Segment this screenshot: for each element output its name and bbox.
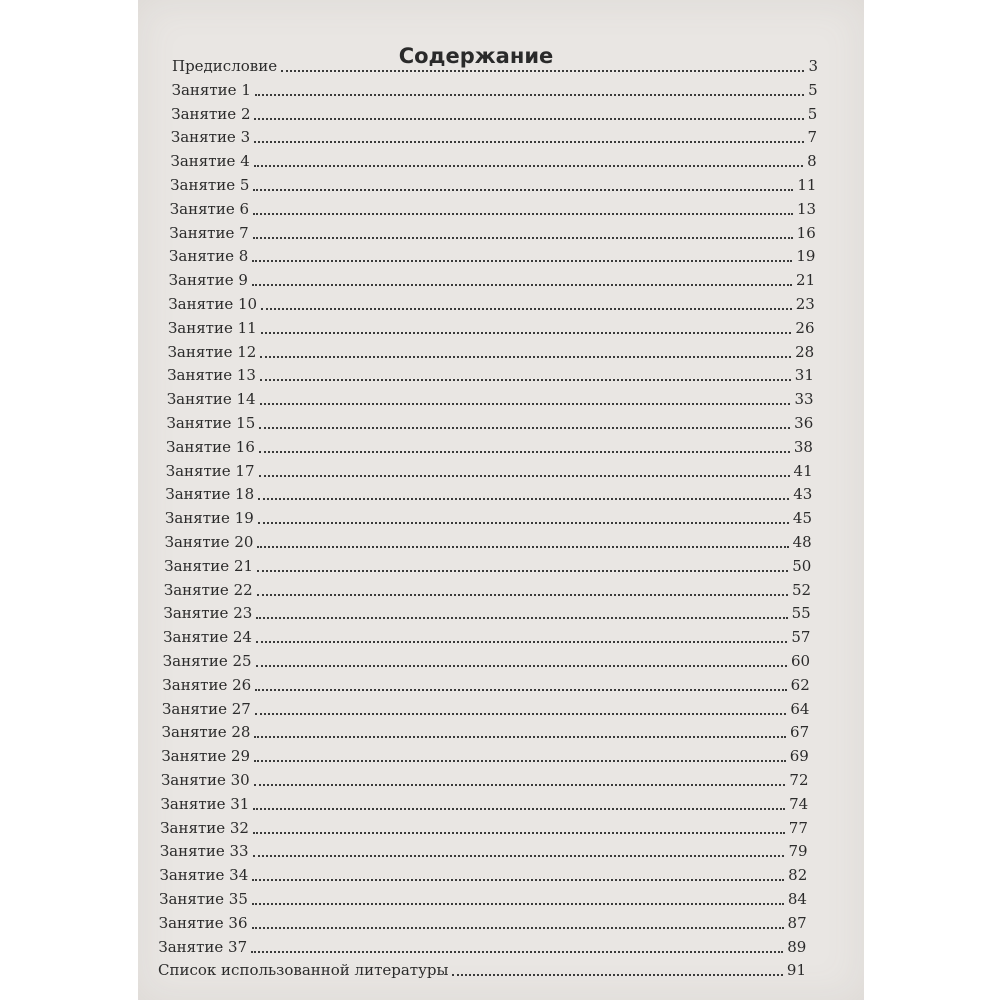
- dot-leader: [253, 223, 793, 239]
- toc-entry: [164, 554, 811, 578]
- toc-entry-page-number: 52: [791, 580, 812, 599]
- toc-entry: [166, 411, 813, 435]
- toc-entry: [165, 482, 812, 506]
- dot-leader: [254, 104, 803, 120]
- toc-entry-page-number: 64: [790, 699, 810, 718]
- toc-entry-page-number: 84: [787, 890, 807, 908]
- book-page: [138, 0, 864, 1000]
- toc-entry-label: Занятие 9: [168, 271, 248, 290]
- dot-leader: [257, 556, 788, 572]
- dot-leader: [253, 818, 785, 834]
- toc-entry-page-number: 45: [792, 509, 812, 528]
- toc-entry-label: Занятие 31: [160, 794, 250, 813]
- toc-entry: [160, 816, 808, 840]
- toc-entry-page-number: 5: [807, 104, 818, 123]
- dot-leader: [260, 342, 791, 358]
- toc-entry: [164, 601, 811, 625]
- toc-entry: [166, 435, 813, 459]
- toc-entry: [161, 768, 809, 792]
- dot-leader: [254, 746, 786, 762]
- toc-entry-label: Занятие 34: [159, 866, 249, 885]
- toc-entry-page-number: 16: [796, 223, 816, 242]
- dot-leader: [252, 246, 792, 262]
- toc-entry-label: Занятие 18: [165, 485, 255, 504]
- toc-entry-label: Занятие 11: [167, 318, 257, 337]
- dot-leader: [255, 80, 804, 96]
- dot-leader: [258, 484, 789, 500]
- toc-entry: [171, 149, 817, 173]
- toc-entry-label: Занятие 24: [163, 628, 252, 647]
- toc-entry-page-number: 50: [792, 556, 812, 575]
- dot-leader: [255, 699, 787, 715]
- dot-leader: [253, 175, 793, 191]
- toc-entry: [165, 506, 812, 530]
- dot-leader: [257, 532, 788, 548]
- toc-entry: [162, 697, 809, 721]
- toc-entry-label: Занятие 3: [170, 128, 251, 147]
- toc-entry: [158, 958, 806, 982]
- toc-entry: [171, 102, 817, 126]
- toc-entry-label: Занятие 29: [161, 747, 251, 766]
- toc-entry-page-number: 26: [795, 318, 815, 337]
- dot-leader: [259, 461, 790, 477]
- toc-entry-label: Занятие 8: [169, 247, 249, 266]
- toc-entry-page-number: 62: [790, 675, 810, 694]
- dot-leader: [259, 437, 790, 453]
- toc-entry-page-number: 60: [791, 652, 811, 670]
- dot-leader: [258, 508, 789, 524]
- toc-entry-page-number: 91: [786, 961, 806, 980]
- dot-leader: [253, 841, 785, 857]
- dot-leader: [255, 675, 786, 691]
- toc-entry-page-number: 28: [795, 342, 815, 361]
- toc-entry-label: Занятие 4: [170, 152, 250, 171]
- toc-entry-page-number: 55: [791, 604, 811, 623]
- toc-entry: [164, 578, 811, 602]
- toc-entry: [169, 268, 815, 292]
- toc-entry-label: Занятие 14: [166, 390, 256, 409]
- toc-entry-page-number: 43: [793, 485, 813, 504]
- toc-entry: [169, 244, 815, 268]
- toc-entry-page-number: 21: [796, 271, 816, 290]
- toc-entry-label: Занятие 17: [165, 461, 255, 480]
- toc-entry-page-number: 82: [788, 866, 808, 885]
- toc-entry-page-number: 89: [787, 937, 807, 956]
- toc-entry: [168, 340, 815, 364]
- toc-entry-page-number: 41: [793, 461, 813, 480]
- toc-entry: [163, 625, 810, 649]
- toc-entry: [167, 363, 814, 387]
- toc-entry-page-number: 33: [794, 390, 814, 409]
- toc-entry-label: Занятие 13: [167, 366, 256, 385]
- toc-entry-label: Занятие 20: [164, 533, 254, 551]
- toc-entry: [172, 54, 818, 78]
- toc-entry-label: Занятие 26: [162, 675, 252, 694]
- dot-leader: [261, 294, 792, 310]
- dot-leader: [260, 365, 791, 381]
- toc-entry-label: Занятие 2: [171, 104, 251, 123]
- dot-leader: [257, 580, 788, 596]
- toc-entry-page-number: 67: [790, 723, 810, 742]
- toc-entry: [170, 173, 816, 197]
- toc-entry-page-number: 74: [789, 794, 809, 813]
- toc-entry-page-number: 31: [794, 366, 814, 385]
- toc-entry-page-number: 11: [797, 176, 817, 194]
- dot-leader: [256, 603, 787, 619]
- toc-entry-label: Занятие 25: [162, 652, 252, 670]
- toc-entry-page-number: 79: [788, 842, 808, 861]
- dot-leader: [256, 627, 787, 643]
- toc-entry-page-number: 87: [787, 913, 807, 932]
- toc-entry: [161, 792, 809, 816]
- toc-entry: [170, 197, 816, 221]
- dot-leader: [252, 270, 792, 286]
- toc-entry-page-number: 36: [794, 414, 814, 432]
- toc-entry-page-number: 3: [808, 57, 818, 75]
- toc-entry-page-number: 69: [789, 747, 809, 766]
- toc-entry-label: Занятие 15: [166, 414, 256, 432]
- toc-entry: [159, 911, 807, 935]
- toc-entry-label: Занятие 10: [168, 295, 258, 313]
- toc-entry: [163, 649, 810, 673]
- toc-entry-page-number: 7: [807, 128, 818, 147]
- toc-entry-label: Занятие 21: [164, 556, 254, 575]
- toc-entry: [162, 673, 809, 697]
- toc-entry-page-number: 72: [789, 771, 809, 789]
- dot-leader: [253, 794, 785, 810]
- toc-entry: [158, 935, 806, 959]
- toc-entry-label: Занятие 23: [163, 604, 253, 623]
- toc-entry: [168, 316, 815, 340]
- toc-entry-label: Занятие 36: [158, 913, 248, 932]
- dot-leader: [254, 770, 786, 786]
- toc-entry-label: Занятие 19: [165, 509, 254, 528]
- toc-entry-page-number: 57: [791, 628, 811, 647]
- toc-entry-label: Занятие 32: [160, 818, 249, 837]
- toc-entry: [160, 839, 808, 863]
- dot-leader: [260, 389, 791, 405]
- dot-leader: [261, 318, 792, 334]
- toc-entry-label: Занятие 33: [159, 842, 249, 861]
- toc-entry-page-number: 19: [796, 247, 816, 266]
- dot-leader: [256, 651, 787, 667]
- toc-entry-page-number: 48: [792, 533, 812, 551]
- toc-entry: [165, 530, 812, 554]
- toc-entry-label: Занятие 27: [162, 699, 251, 718]
- toc-entry-label: Занятие 12: [167, 342, 257, 361]
- toc-entry-label: Занятие 6: [169, 199, 250, 218]
- toc-entry: [166, 459, 813, 483]
- toc-entry: [172, 78, 818, 102]
- toc-entry-label: Занятие 35: [159, 890, 248, 908]
- dot-leader: [251, 937, 783, 953]
- toc-entry: [159, 887, 807, 911]
- toc-entry-page-number: 5: [808, 80, 818, 99]
- toc-entry-label: Занятие 7: [169, 223, 249, 242]
- toc-entry-page-number: 13: [797, 199, 817, 218]
- toc-entry: [162, 720, 809, 744]
- dot-leader: [253, 199, 793, 215]
- toc-entry-page-number: 77: [788, 818, 808, 837]
- toc-entry-page-number: 38: [793, 437, 813, 456]
- dot-leader: [254, 722, 786, 738]
- page-title: Содержание: [398, 44, 554, 69]
- toc-entry-page-number: 23: [795, 295, 815, 313]
- dot-leader: [452, 960, 782, 976]
- toc-entry-page-number: 8: [807, 152, 817, 171]
- toc-entry-label: Занятие 1: [171, 80, 251, 99]
- toc-entry-label: Занятие 5: [170, 176, 250, 194]
- toc-entry-label: Предисловие: [172, 57, 278, 75]
- dot-leader: [254, 127, 803, 143]
- toc-entry-label: Занятие 37: [158, 937, 248, 956]
- toc-entry: [169, 221, 815, 245]
- dot-leader: [252, 889, 784, 905]
- toc-entry-label: Занятие 22: [163, 580, 253, 599]
- toc-entry: [161, 744, 809, 768]
- dot-leader: [252, 913, 784, 929]
- toc-entry-label: Занятие 28: [161, 723, 251, 742]
- toc-entry: [159, 863, 807, 887]
- dot-leader: [254, 151, 803, 167]
- toc-entry-label: Список использованной литературы: [158, 961, 449, 980]
- dot-leader: [252, 865, 784, 881]
- toc-entry: [167, 387, 814, 411]
- toc-entry-label: Занятие 16: [166, 437, 255, 456]
- toc-entry-label: Занятие 30: [160, 771, 250, 789]
- dot-leader: [281, 56, 804, 72]
- toc-entry: [171, 125, 817, 149]
- toc-entry: [168, 292, 815, 316]
- dot-leader: [259, 413, 790, 429]
